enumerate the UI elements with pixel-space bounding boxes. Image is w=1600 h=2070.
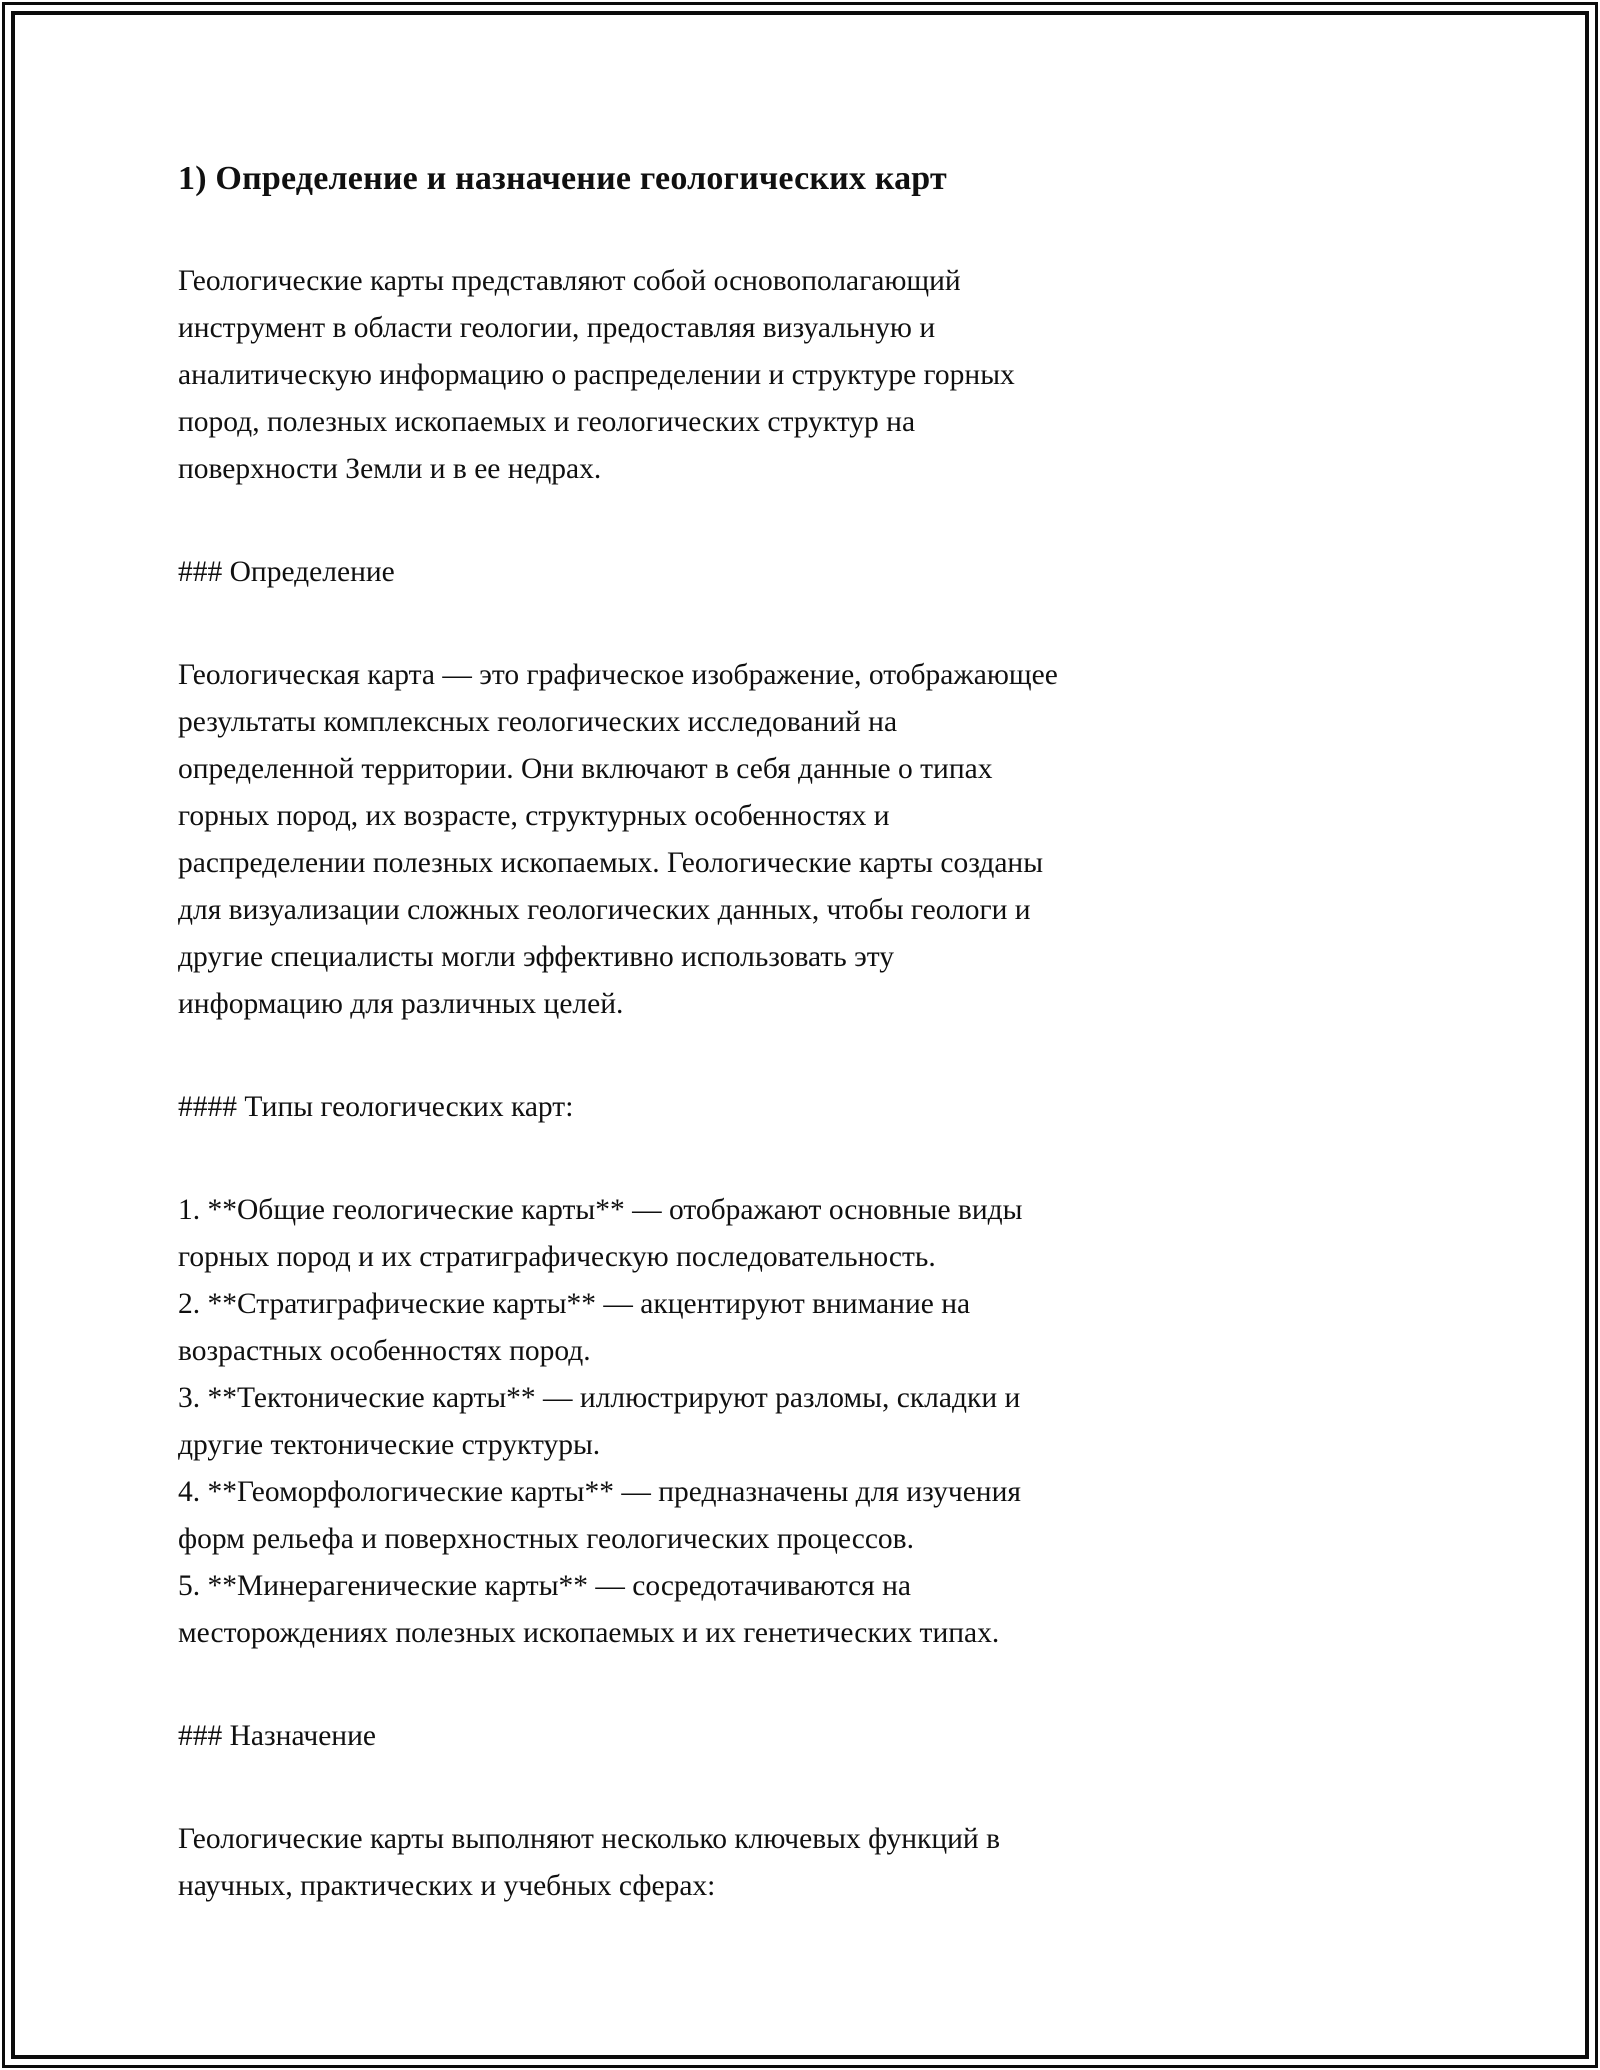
- intro-paragraph: Геологические карты представляют собой основополагающий инструмент в области геологии, предоставляя визуальную и аналитическую информацию о распределении и структуре горных пород, полезных ископаемых и геологических структур на поверхности Земли и в ее недрах.: [178, 265, 1015, 485]
- document-body: [178, 156, 1058, 1966]
- types-section-header: #### Типы геологических карт:: [178, 1091, 574, 1123]
- list-item-minerogenic-maps: 5. **Минерагенические карты** — сосредотачиваются на месторождениях полезных ископаемых и их генетических типах.: [178, 1570, 1000, 1649]
- definition-section-header: ### Определение: [178, 556, 395, 588]
- map-types-list: [178, 1187, 1058, 1657]
- list-item-stratigraphic-maps: 2. **Стратиграфические карты** — акцентируют внимание на возрастных особенностях пород.: [178, 1288, 971, 1367]
- list-item-tectonic-maps: 3. **Тектонические карты** — иллюстрируют разломы, складки и другие тектонические структуры.: [178, 1382, 1021, 1461]
- list-item-general-maps: 1. **Общие геологические карты** — отображают основные виды горных пород и их стратиграфическую последовательность.: [178, 1194, 1023, 1273]
- purpose-section-header: ### Назначение: [178, 1720, 376, 1752]
- purpose-paragraph: Геологические карты выполняют несколько ключевых функций в научных, практических и учебных сферах:: [178, 1823, 1001, 1902]
- definition-paragraph: Геологическая карта — это графическое изображение, отображающее результаты комплексных геологических исследований на определенной территории. Они включают в себя данные о типах горных пород, их возрасте, структурных особенностях и распределении полезных ископаемых. Геологические карты созданы для визуализации сложных геологических данных, чтобы геологи и другие специалисты могли эффективно использовать эту информацию для различных целей.: [178, 659, 1058, 1020]
- page-title: 1) Определение и назначение геологических карт: [178, 160, 947, 197]
- list-item-geomorphological-maps: 4. **Геоморфологические карты** — предназначены для изучения форм рельефа и поверхностных геологических процессов.: [178, 1476, 1021, 1555]
